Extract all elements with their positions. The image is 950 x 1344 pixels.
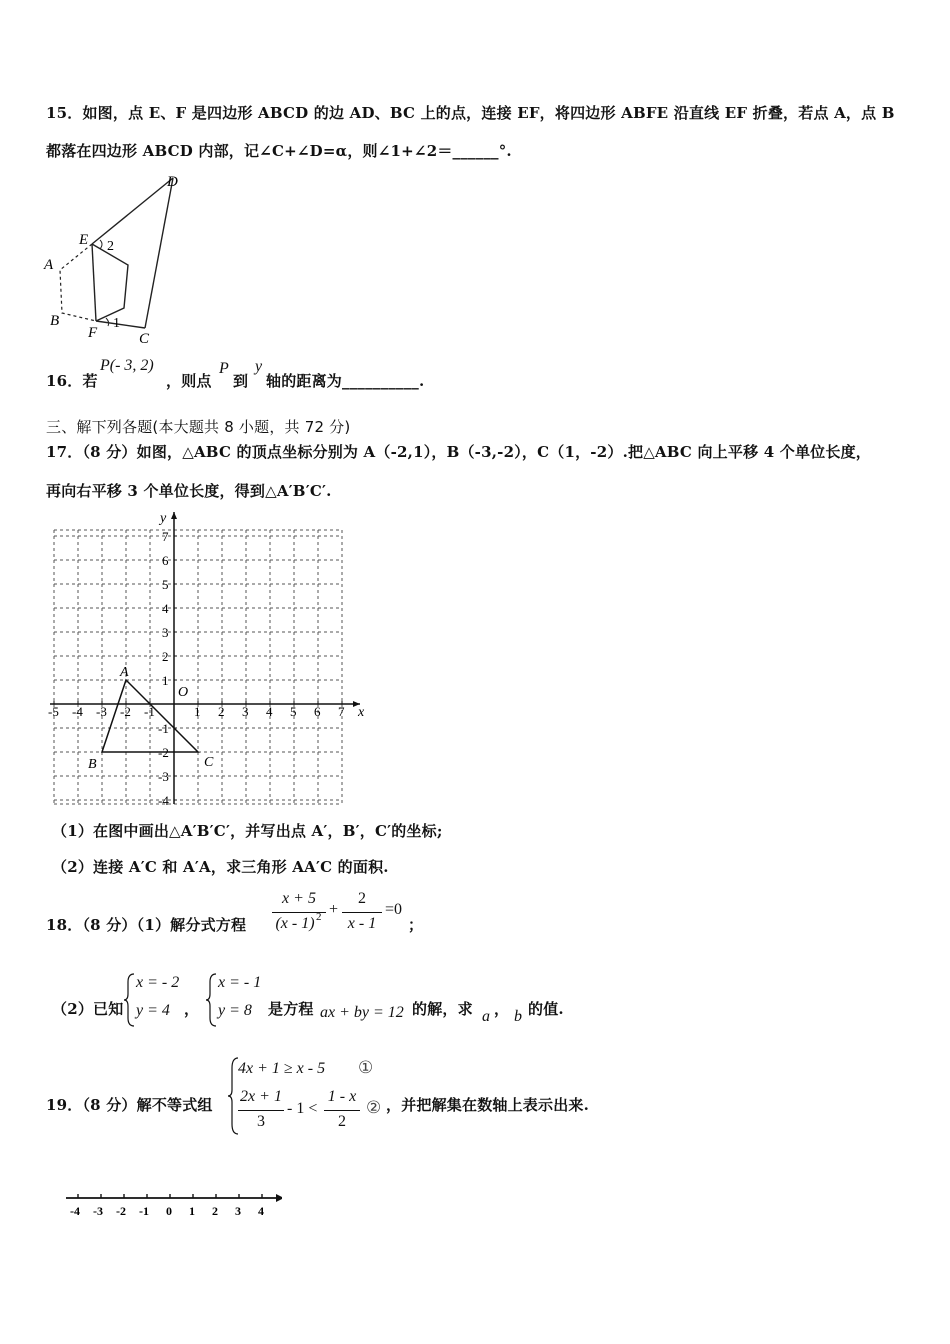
- q18-sys2-a: x = - 1: [218, 974, 262, 991]
- q18-plus: +: [329, 901, 339, 918]
- q17-line2: 再向右平移 3 个单位长度，得到△A′B′C′.: [46, 482, 332, 500]
- q19-frac1-num: 2x + 1: [240, 1088, 282, 1105]
- y-tick-label: 5: [162, 577, 169, 592]
- q18-frac2-num: 2: [358, 890, 366, 907]
- y-tick-label: -1: [158, 721, 169, 736]
- origin-label: O: [178, 685, 189, 700]
- q18-semi: ；: [408, 916, 424, 934]
- q18-sys1-a: x = - 2: [136, 974, 180, 991]
- q18-p2-mid2: 的解，求: [412, 1000, 473, 1018]
- q18-b: b: [514, 1008, 522, 1025]
- edge-DC: [145, 178, 173, 328]
- q16-suffix: 轴的距离为__________.: [266, 372, 425, 390]
- x-tick-label: 6: [314, 704, 321, 719]
- q16-prefix: 16．若: [46, 372, 98, 390]
- q18-sys2-b: y = 8: [218, 1002, 252, 1019]
- vertex-label-C: C: [204, 755, 214, 770]
- x-tick-label: -1: [144, 704, 155, 719]
- label-C: C: [139, 331, 150, 346]
- edge-CF: [96, 321, 145, 328]
- q19-frac2-num: 1 - x: [327, 1088, 357, 1105]
- label-D: D: [167, 174, 178, 190]
- q18-equation: ax + by = 12: [320, 1004, 404, 1021]
- x-tick-label: 7: [338, 704, 345, 719]
- q18-eq: =0: [385, 901, 403, 918]
- numberline-tick-label: 2: [212, 1204, 218, 1218]
- q18-frac1-num: x + 5: [282, 890, 316, 907]
- numberline-tick-label: -4: [70, 1204, 80, 1218]
- label-A: A: [44, 257, 54, 273]
- label-angle1: 1: [113, 316, 120, 331]
- q18-sys1-b: y = 4: [136, 1002, 170, 1019]
- y-tick-label: -3: [158, 769, 169, 784]
- q19-number-line: [62, 1188, 282, 1222]
- y-tick-label: 7: [162, 529, 169, 544]
- q18-frac1-exp: 2: [316, 911, 322, 923]
- y-tick-label: -4: [158, 793, 169, 808]
- q18-prefix: 18．（8 分）（1）解分式方程: [46, 916, 247, 934]
- x-tick-label: -3: [96, 704, 107, 719]
- x-tick-label: -4: [72, 704, 83, 719]
- numberline-tick-label: 3: [235, 1204, 241, 1218]
- q18-comma: ，: [184, 1000, 200, 1018]
- q17-coordinate-grid: [40, 508, 380, 810]
- edge-EF: [92, 244, 96, 321]
- q18-a: a: [482, 1008, 490, 1025]
- angle2-arc: [100, 240, 102, 249]
- x-tick-label: 2: [218, 704, 225, 719]
- q15-line2: 都落在四边形 ABCD 内部，记∠C+∠D=α，则∠1+∠2＝______°.: [46, 142, 512, 160]
- numberline-tick-label: 1: [189, 1204, 195, 1218]
- numberline-tick-label: -2: [116, 1204, 126, 1218]
- y-tick-label: 3: [162, 625, 169, 640]
- y-tick-label: 2: [162, 649, 169, 664]
- q18-brace1: [122, 972, 136, 1028]
- x-tick-label: 3: [242, 704, 249, 719]
- q19-minus1: - 1 <: [287, 1100, 318, 1117]
- q19-frac1-bar: [238, 1110, 284, 1111]
- q19-prefix: 19．（8 分）解不等式组: [46, 1096, 213, 1114]
- q18-frac2-den: x - 1: [347, 915, 377, 932]
- q18-sep: ，: [494, 1000, 510, 1018]
- q19-suffix: ，并把解集在数轴上表示出来.: [386, 1096, 590, 1114]
- label-angle2: 2: [107, 239, 114, 254]
- x-tick-label: 4: [266, 704, 273, 719]
- q18-p2-suffix: 的值.: [528, 1000, 564, 1018]
- y-axis-label: y: [160, 511, 167, 526]
- q15-quadrilateral-figure: [40, 168, 200, 346]
- edge-ED: [92, 178, 173, 244]
- numberline-tick-label: -1: [139, 1204, 149, 1218]
- numberline-tick-label: -3: [93, 1204, 103, 1218]
- q18-brace2: [204, 972, 218, 1028]
- q18-frac2-bar: [342, 912, 382, 913]
- x-tick-label: 5: [290, 704, 297, 719]
- q17-sub1: （1）在图中画出△A′B′C′，并写出点 A′，B′，C′的坐标;: [52, 822, 443, 840]
- label-F: F: [88, 325, 98, 341]
- q16-point: P(- 3, 2): [100, 357, 154, 374]
- section3-title: 三、解下列各题(本大题共 8 小题，共 72 分): [46, 418, 351, 436]
- y-tick-label: 4: [162, 601, 169, 616]
- numberline-tick-label: 0: [166, 1204, 172, 1218]
- x-tick-label: -5: [48, 704, 59, 719]
- q16-p: P: [219, 360, 229, 377]
- q19-frac2-den: 2: [338, 1113, 346, 1130]
- original-dashed-edges: [60, 244, 96, 321]
- label-E: E: [79, 232, 89, 248]
- folded-edges: [92, 244, 128, 321]
- y-tick-label: -2: [158, 745, 169, 760]
- y-axis-arrow: [171, 512, 177, 519]
- q17-sub2: （2）连接 A′C 和 A′A，求三角形 AA′C 的面积.: [52, 858, 389, 876]
- q19-mark1: ①: [358, 1058, 374, 1077]
- q18-p2-mid: 是方程: [268, 1000, 314, 1018]
- q16-mid1: ，则点: [166, 372, 212, 390]
- q16-y: y: [255, 358, 263, 375]
- numberline-tick-label: 4: [258, 1204, 264, 1218]
- q18-frac1-den: (x - 1): [275, 915, 315, 932]
- q19-ineq1: 4x + 1 ≥ x - 5: [238, 1060, 326, 1077]
- vertex-label-A: A: [120, 665, 129, 680]
- numberline-arrow: [276, 1194, 282, 1202]
- x-tick-label: -2: [120, 704, 131, 719]
- q17-line1: 17．（8 分）如图，△ABC 的顶点坐标分别为 A（-2,1），B（-3,-2），C（1，-2）.把△ABC 向上平移 4 个单位长度，: [46, 443, 871, 461]
- y-tick-label: 6: [162, 553, 169, 568]
- x-axis-label: x: [358, 705, 365, 720]
- q16-mid2: 到: [233, 372, 249, 390]
- x-tick-label: 1: [194, 704, 201, 719]
- q19-frac1-den: 3: [257, 1113, 265, 1130]
- q18-p2-prefix: （2）已知: [52, 1000, 124, 1018]
- q19-frac2-bar: [324, 1110, 360, 1111]
- vertex-label-B: B: [88, 757, 97, 772]
- q15-line1: 15．如图，点 E、F 是四边形 ABCD 的边 AD、BC 上的点，连接 EF，将四边形 ABFE 沿直线 EF 折叠，若点 A，点 B: [46, 104, 895, 122]
- y-tick-label: 1: [162, 673, 169, 688]
- label-B: B: [50, 313, 60, 329]
- q19-mark2: ②: [366, 1098, 382, 1117]
